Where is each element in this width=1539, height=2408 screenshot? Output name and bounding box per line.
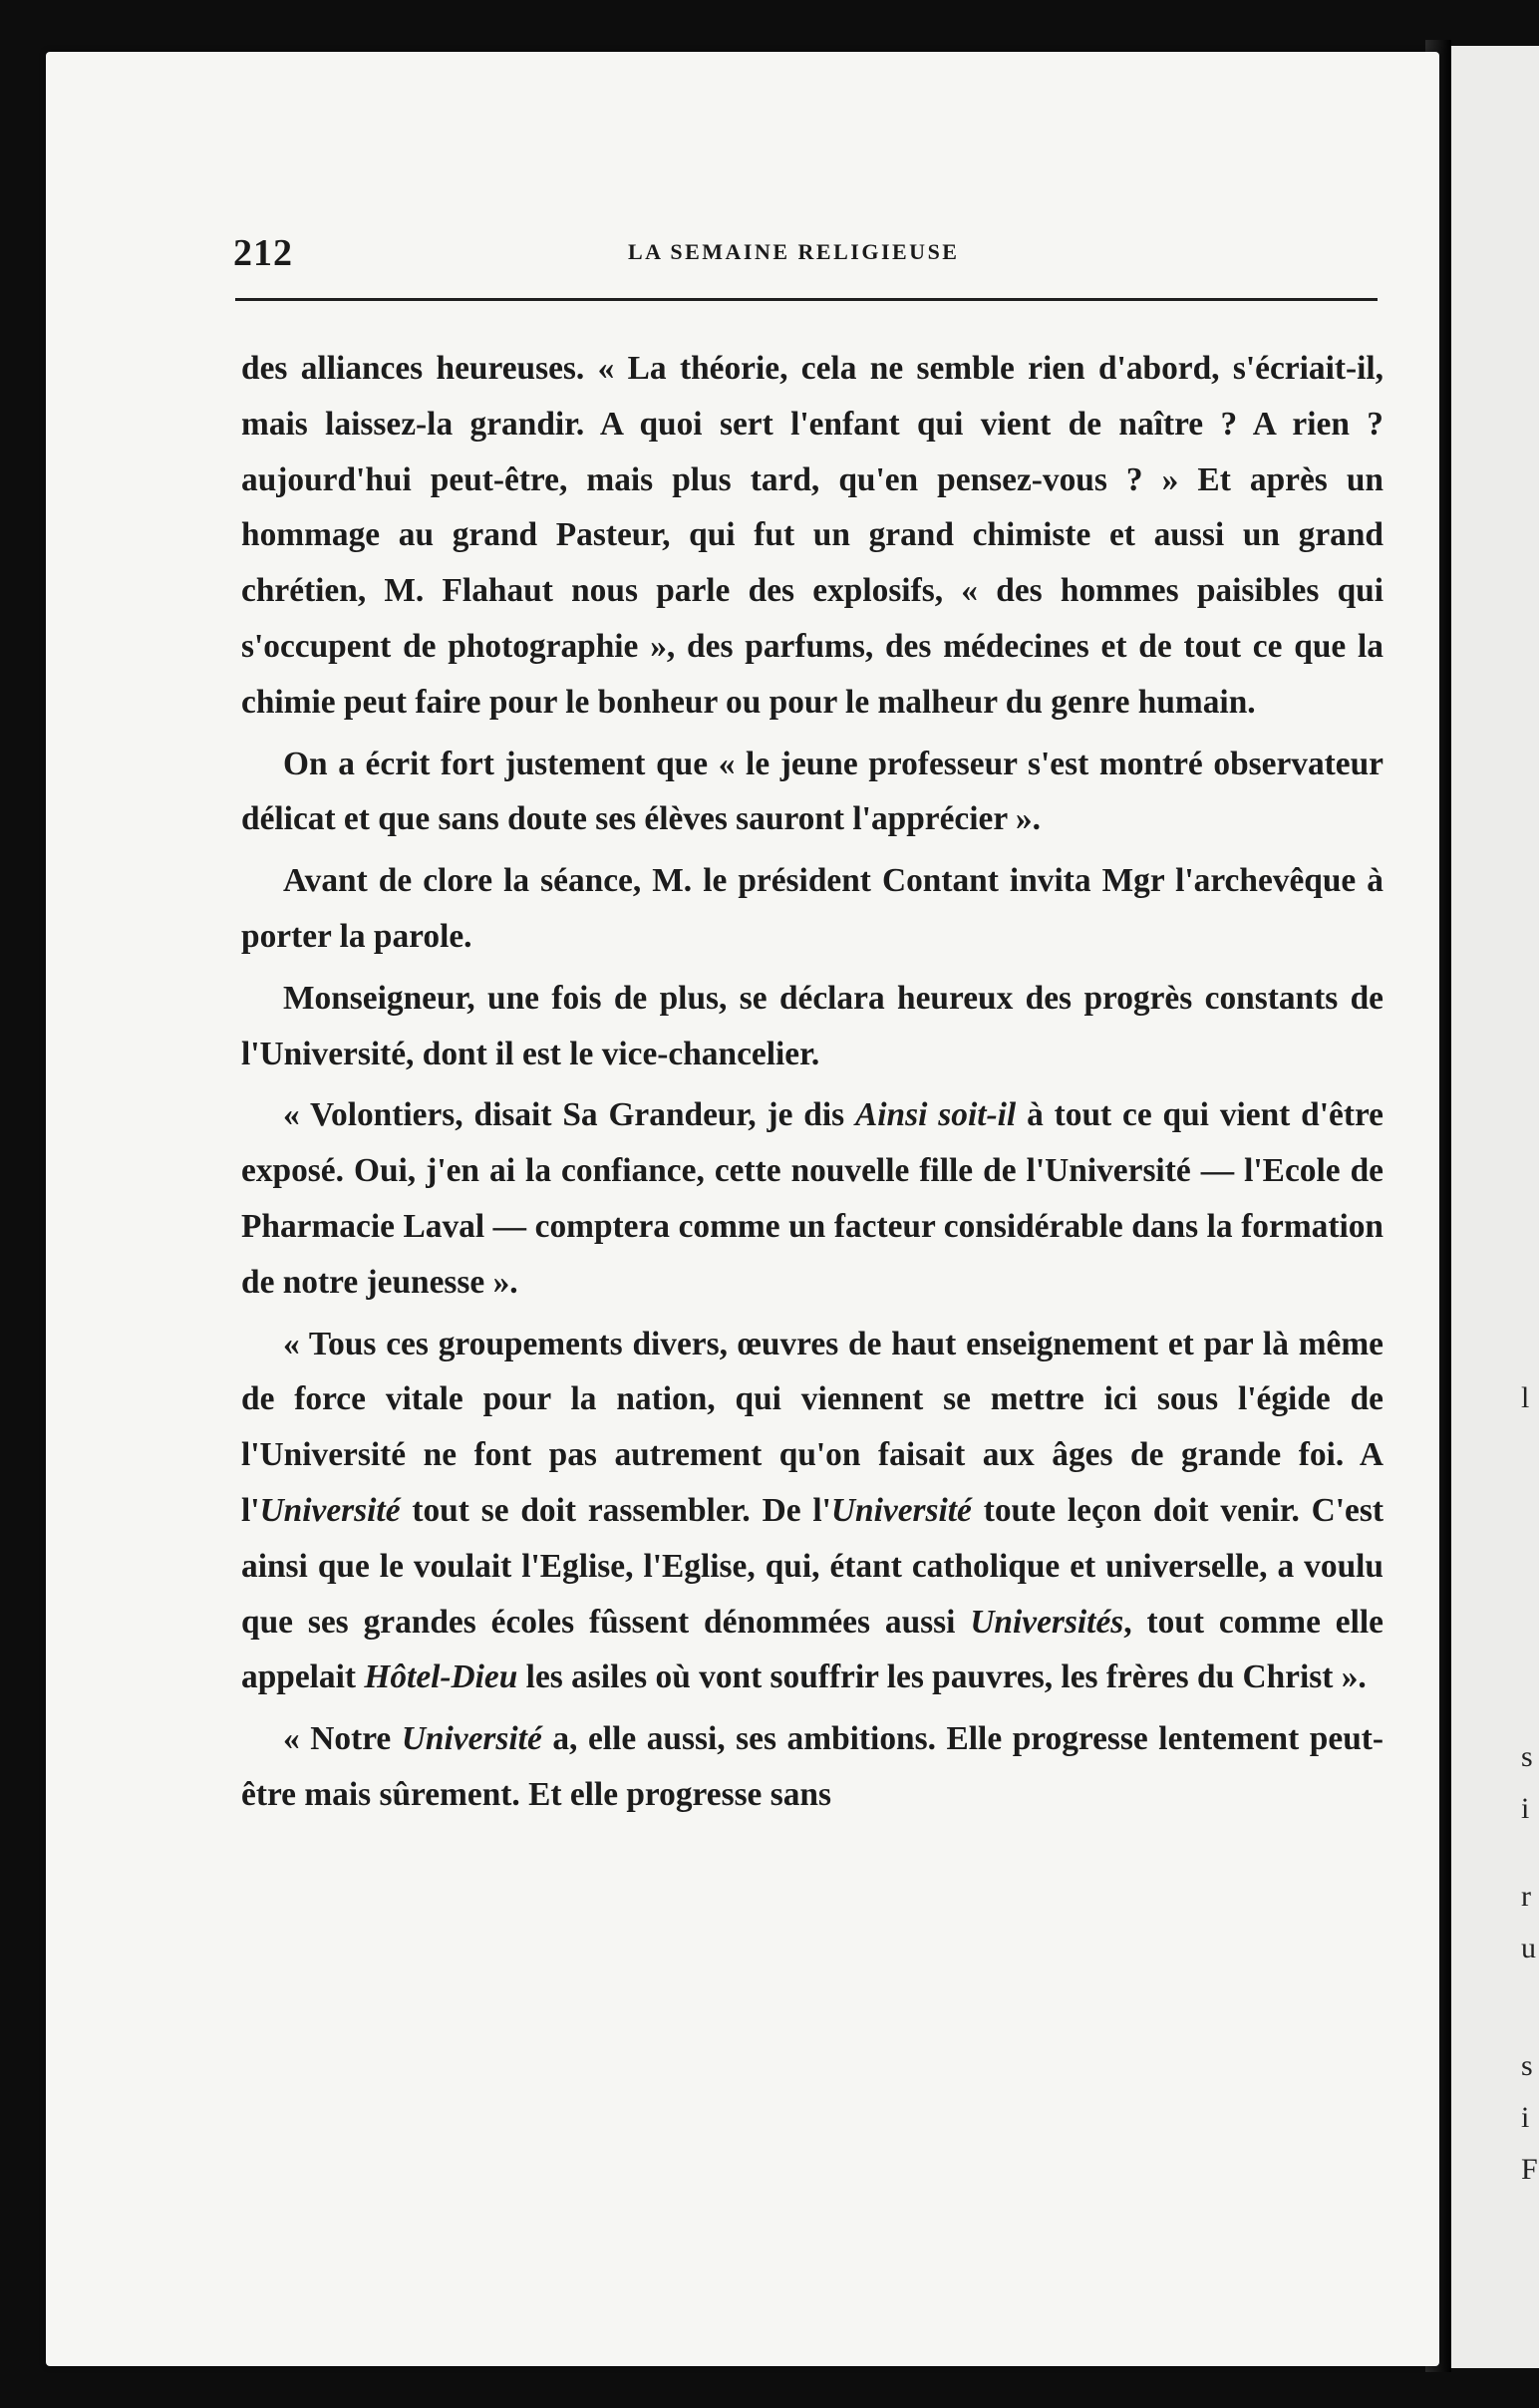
paragraph-text: toute leçon doit venir. C'est ainsi que le voulait l'Eglise, l'Eglise, qui, étant catholique et universelle, a voulu que ses grandes écoles fûssent dénommées aussi [241,1491,1384,1641]
paragraph-text: « Notre [283,1720,402,1758]
body-text [241,341,1384,1829]
paragraph-text: a, elle aussi, ses ambitions. Elle progresse lentement peut-être mais sûrement. Et elle progresse sans [241,1720,1385,1813]
book-page [46,52,1439,2366]
italic-text: Université [401,1720,542,1758]
facing-page-fragment: i [1521,1792,1530,1825]
paragraph-text: des alliances heureuses. « La théorie, cela ne semble rien d'abord, s'écriait-il, mais laissez-la grandir. A quoi sert l'enfant qui vient de naître ? A rien ? aujourd'hui peut-être, mais plus tard, qu'en pensez-vous ? » Et après un hommage au grand Pasteur, qui fut un grand chimiste et aussi un grand chrétien, M. Flahaut nous parle des explosifs, « des hommes paisibles qui s'occupent de photographie », des parfums, des médecines et de tout ce que la chimie peut faire pour le bonheur ou pour le malheur du genre humain. [241,350,1384,721]
italic-text: Hôtel-Dieu [364,1658,518,1696]
paragraph-text: les asiles où vont souffrir les pauvres, les frères du Christ ». [517,1658,1367,1696]
paragraph-text: On a écrit fort justement que « le jeune professeur s'est montré observateur délicat et que sans doute ses élèves sauront l'apprécier ». [241,745,1384,838]
paragraph [241,971,1384,1082]
page-number: 212 [233,232,293,274]
paragraph-text: à tout ce qui vient d'être exposé. Oui, j'en ai la confiance, cette nouvelle fille de l'Université — l'Ecole de Pharmacie Laval — comptera comme un facteur considérable dans la formation de notre jeunesse ». [241,1096,1385,1301]
paragraph [241,853,1384,965]
facing-page-fragment: u [1521,1932,1536,1964]
italic-text: Universités [970,1603,1124,1641]
paragraph [241,341,1384,731]
paragraph-text: Avant de clore la séance, M. le président Contant invita Mgr l'archevêque à porter la parole. [241,862,1384,955]
paragraph [241,1711,1384,1823]
italic-text: Université [830,1491,972,1529]
running-title: LA SEMAINE RELIGIEUSE [628,239,960,264]
italic-text: Université [259,1491,401,1529]
facing-page-fragment: s [1521,2049,1533,2082]
facing-page-fragment: r [1521,1880,1531,1913]
facing-page-fragment: s [1521,1740,1533,1773]
paragraph-text: , tout comme elle appelait [241,1603,1384,1696]
paragraph-text: « Tous ces groupements divers, œuvres de haut enseignement et par là même de force vitale pour la nation, qui viennent se mettre ici sous l'égide de l'Université ne font pas autrement qu'on faisait aux âges de grande foi. A l' [241,1325,1384,1529]
facing-page-fragment: F [1521,2153,1538,2186]
paragraph [241,737,1384,848]
facing-page-edge [1451,46,1539,2368]
paragraph [241,1087,1384,1310]
page-header [46,231,1439,281]
facing-page-fragment: l [1521,1381,1530,1414]
header-rule [235,298,1378,301]
facing-page-fragment: i [1521,2101,1530,2134]
paragraph-text: Monseigneur, une fois de plus, se déclara heureux des progrès constants de l'Université, dont il est le vice-chancelier. [241,979,1384,1072]
paragraph-text: « Volontiers, disait Sa Grandeur, je dis [283,1096,855,1134]
paragraph [241,1317,1384,1706]
italic-text: Ainsi soit-il [855,1096,1017,1134]
paragraph-text: tout se doit rassembler. De l' [400,1491,831,1529]
